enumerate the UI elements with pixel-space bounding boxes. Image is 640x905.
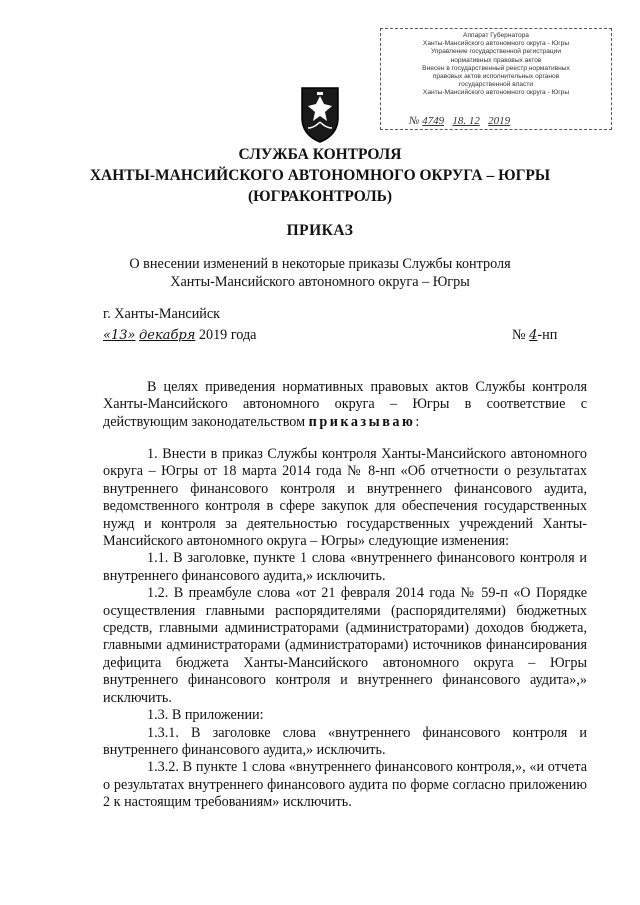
stamp-line: Внесен в государственный реестр нормативных: [422, 64, 570, 72]
coat-of-arms-icon: [298, 84, 342, 144]
order-word: приказываю: [308, 413, 416, 430]
subject-line1: О внесении изменений в некоторые приказы Службы контроля: [129, 256, 511, 272]
stamp-reg-year: 2019: [488, 114, 511, 127]
date-day: 13: [110, 328, 128, 343]
item-1-3-1: 1.3.1. В заголовке слова «внутреннего финансового контроля и внутреннего финансового аудита,» исключить.: [103, 724, 587, 758]
order-date: [103, 327, 256, 344]
item-1-3-2: 1.3.2. В пункте 1 слова «внутреннего финансового контроля,», «и отчета о результатах внутреннего финансового аудита по форме согласно приложению 2 к настоящим требованиям» исключить.: [103, 759, 587, 811]
org-name-line2: ХАНТЫ-МАНСИЙСКОГО АВТОНОМНОГО ОКРУГА – ЮГРЫ: [89, 167, 551, 184]
date-rest: 2019 года: [198, 327, 257, 343]
registration-stamp: [380, 28, 612, 130]
item-1-2: 1.2. В преамбуле слова «от 21 февраля 2014 года № 59-п «О Порядке осуществления главными распорядителями (распорядителями) бюджетных средств, главными администраторами (администраторами) доходов бюджета, главными администраторами (администраторами) источников финансирования дефицита бюджета Ханты-Мансийского автономного округа – Югры внутреннего финансового контроля и внутреннего финансового аудита»,» исключить.: [103, 585, 587, 706]
number-prefix: №: [512, 327, 526, 343]
item-1-1: 1.1. В заголовке, пункте 1 слова «внутреннего финансового контроля и внутреннего финансового аудита,» исключить.: [103, 550, 587, 584]
doc-type: ПРИКАЗ: [286, 222, 354, 239]
stamp-line: правовых актов исполнительных органов: [432, 73, 560, 81]
date-close: »: [127, 328, 136, 343]
date-month: декабря: [139, 328, 196, 343]
preamble: [103, 379, 587, 431]
stamp-registration: [409, 114, 511, 127]
stamp-reg-number: 4749: [422, 114, 445, 127]
stamp-reg-date: 18. 12: [452, 114, 480, 127]
items: [103, 446, 587, 812]
stamp-line: Управление государственной регистрации: [430, 48, 562, 56]
place: г. Ханты-Мансийск: [103, 306, 221, 322]
item-1: 1. Внести в приказ Службы контроля Ханты-Мансийского автономного округа – Югры от 18 марта 2014 года № 8-нп «Об отчетности о результатах внутреннего финансового контроля и внутреннего финансового аудита, ведомственного контроля в сфере закупок для обеспечения государственных нужд и контроля за деятельностью государственных учреждений Ханты-Мансийского автономного округа – Югры» следующие изменения:: [103, 446, 587, 550]
number-suffix: -нп: [537, 327, 558, 343]
order-number: [512, 327, 557, 344]
preamble-text: В целях приведения нормативных правовых актов Службы контроля Ханты-Мансийского автономного округа – Югры в соответствие с действующим законодательством: [103, 379, 587, 430]
org-name-line3: (ЮГРАКОНТРОЛЬ): [247, 188, 393, 205]
date-open: «: [103, 328, 111, 343]
stamp-line: Аппарат Губернатора: [463, 32, 529, 39]
org-name-line1: СЛУЖБА КОНТРОЛЯ: [238, 146, 402, 163]
item-1-3: 1.3. В приложении:: [147, 707, 264, 724]
preamble-colon: :: [415, 413, 420, 430]
number-value: 4: [529, 328, 538, 343]
stamp-line: Ханты-Мансийского автономного округа - Югры: [422, 40, 570, 48]
stamp-line: Ханты-Мансийского автономного округа - Югры: [422, 89, 570, 97]
stamp-line: государственной власти: [458, 81, 534, 89]
subject-line2: Ханты-Мансийского автономного округа – Югры: [170, 274, 470, 290]
stamp-reg-prefix: №: [409, 114, 420, 127]
stamp-line: нормативных правовых актов: [450, 56, 542, 64]
